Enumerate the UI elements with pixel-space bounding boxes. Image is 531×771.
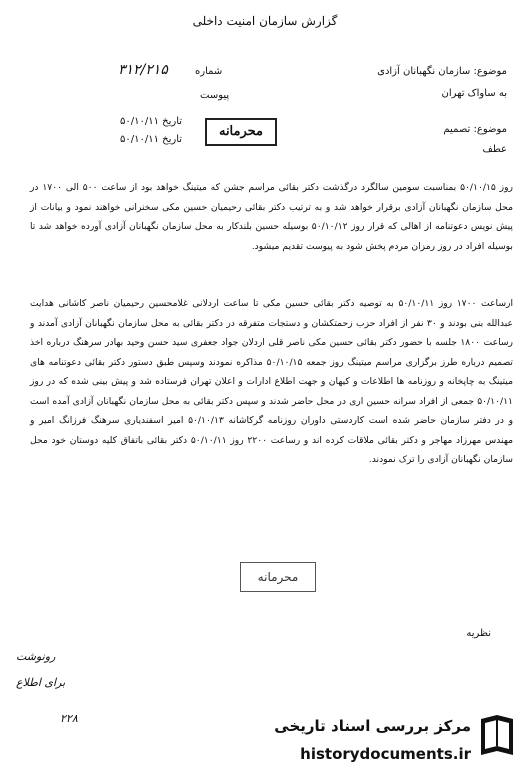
signature-line-1: رونوشت bbox=[16, 650, 56, 663]
number-value: ۳۱۲/۲۱۵ bbox=[118, 62, 168, 78]
book-icon bbox=[477, 711, 517, 761]
letterhead-title: گزارش سازمان امنیت داخلی bbox=[192, 14, 338, 28]
archive-logo-title: مرکز بررسی اسناد تاریخی bbox=[274, 717, 471, 735]
archive-logo bbox=[223, 707, 523, 767]
paragraph-1: روز ۵۰/۱۰/۱۵ بمناسبت سومین سالگرد درگذشت دکتر بقائی مراسم جشن که میتینگ خواهد بود از ساعت ۵۰۰ الی ۱۷۰۰ در محل سازمان نگهبانان آزادی برقرار خواهد شد و به ترتیب دکتر بقائی رحیمیان حسین مکی سخنرانی خواهند نمود و بیانات از پیش نویس دعوتنامه از اهالی که قرار روز ۵۰/۱۰/۱۲ بوسیله حسین بلندکار به محل سازمان نگهبانان آزادی آورده خواهد شد تا بوسیله افراد در روز رمزان مردم پخش شود به پیوست تقدیم میشود. bbox=[30, 182, 513, 252]
confidential-stamp: محرمانه bbox=[205, 118, 277, 146]
confidential-stamp-bottom: محرمانه bbox=[240, 562, 316, 592]
signature-line-2: برای اطلاع bbox=[16, 676, 66, 689]
paragraph-2: ارساعت ۱۷۰۰ روز ۵۰/۱۰/۱۱ به توصیه دکتر بقائی حسین مکی تا ساعت اردلانی غلامحسین رحیمیان ناصر کاشانی هدایت عبدالله بنی بودند و ۳۰ نفر از افراد حزب زحمتکشان و دستجات متفرقه در دکتر بقائی به محل سازمان نگهبانان آزادی آمدند و رساعت ۱۸۰۰ جلسه با حضور دکتر بقائی حسین مکی ناصر قلی اردلان جواد جعفری سید حسن وحید بهادر سرهنگ درباره اخذ تصمیم درباره طرز برگزاری مراسم میتینگ روز جمعه ۵۰/۱۰/۱۵ مذاکره نمودند وسپس طبق دستور دکتر بقائی دعوتنامه های میتینگ به چاپخانه و روزنامه ها اطلاعات و کیهان و جهت اطلاع ادارات و اعلان تهران فرستاده شد و پیش بینی شده که در روز ۵۰/۱۰/۱۱ جمعی از افراد سرانه حسین اری در محل حاضر شدند و سپس دکتر بقائی به محل سازمان نگهبانان آزادی آمده است و در دفتر سازمان حاضر شده است کاردستی داوران روزنامه گرکاشانه ۵۰/۱۰/۱۳ امیر اسفندیاری سرهنگ فرزانگ امیر و مهندس مهرزاد مهاجر و دکتر بقائی ملاقات کرده اند و رساعت ۲۲۰۰ روز ۵۰/۱۰/۱۱ دکتر بقائی باتفاق کلیه دوستان خود محل سازمان نگهبانان آزادی را ترک نمودند. bbox=[30, 298, 514, 465]
date-value-2: ۵۰/۱۰/۱۱ تاریخ bbox=[120, 134, 183, 145]
reference-line: عطف bbox=[482, 144, 507, 155]
archive-logo-url: historydocuments.ir bbox=[300, 745, 471, 763]
to-line: به ساواک تهران bbox=[441, 88, 507, 99]
signature-line-3: ۲۲۸ bbox=[60, 712, 78, 725]
from-line: موضوع: سازمان نگهبانان آزادی bbox=[377, 66, 507, 77]
note-label: نظریه bbox=[466, 628, 491, 639]
subject-line: موضوع: تصمیم bbox=[443, 124, 507, 135]
attachment-label: پیوست bbox=[200, 90, 230, 101]
number-label: شماره bbox=[195, 66, 223, 77]
date-value-1: ۵۰/۱۰/۱۱ تاریخ bbox=[120, 116, 183, 127]
